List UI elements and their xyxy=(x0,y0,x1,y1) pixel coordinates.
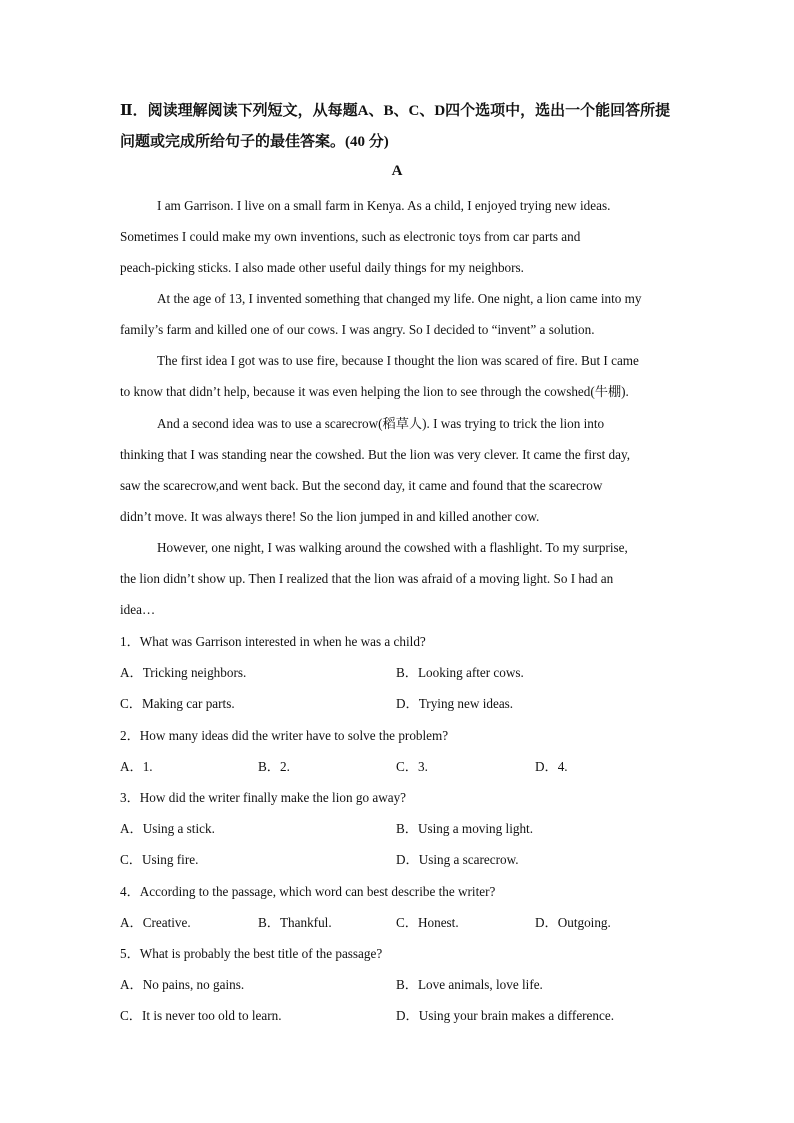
option-c: C．Honest. xyxy=(396,915,459,930)
passage-line: idea… xyxy=(120,602,156,617)
passage-line: peach-picking sticks. I also made other useful daily things for my neighbors. xyxy=(120,260,524,275)
passage-line: However, one night, I was walking around the cowshed with a flashlight. To my surprise, xyxy=(157,540,628,555)
passage-label: A xyxy=(391,163,403,179)
option-b: B．Thankful. xyxy=(258,915,332,930)
passage-line: the lion didn’t show up. Then I realized that the lion was afraid of a moving light. So I had an xyxy=(120,571,614,586)
section-heading: Ⅱ．阅读理解阅读下列短文，从每题A、B、C、D四个选项中，选出一个能回答所提问题或完成所给句子的最佳答案。(40 分) xyxy=(120,103,671,150)
option-a: A．1. xyxy=(120,759,153,774)
option-d: D．4. xyxy=(535,759,568,774)
option-a: A．Using a stick. xyxy=(120,821,215,836)
passage-line: family’s farm and killed one of our cows. I was angry. So I decided to “invent” a solution. xyxy=(120,322,595,337)
option-b: B．Using a moving light. xyxy=(396,821,534,836)
passage-line: At the age of 13, I invented something that changed my life. One night, a lion came into my xyxy=(157,291,642,306)
question-stem: 5．What is probably the best title of the passage? xyxy=(120,946,383,961)
option-a: A．Creative. xyxy=(120,915,191,930)
option-c: C．Using fire. xyxy=(120,852,199,867)
passage-line: to know that didn’t help, because it was even helping the lion to see through the cowshed(牛棚). xyxy=(120,384,629,399)
question-stem: 1．What was Garrison interested in when he was a child? xyxy=(120,634,426,649)
question-stem: 4．According to the passage, which word can best describe the writer? xyxy=(120,884,496,899)
option-b: B．2. xyxy=(258,759,290,774)
passage-line: The first idea I got was to use fire, because I thought the lion was scared of fire. But I came xyxy=(157,353,639,368)
option-d: D．Trying new ideas. xyxy=(396,696,514,711)
passage-line: And a second idea was to use a scarecrow(稻草人). I was trying to trick the lion into xyxy=(157,416,605,431)
option-b: B．Looking after cows. xyxy=(396,665,524,680)
option-d: D．Outgoing. xyxy=(535,915,611,930)
option-a: A．No pains, no gains. xyxy=(120,977,245,992)
option-a: A．Tricking neighbors. xyxy=(120,665,247,680)
option-c: C．Making car parts. xyxy=(120,696,235,711)
passage-line: Sometimes I could make my own inventions, such as electronic toys from car parts and xyxy=(120,229,581,244)
passage-line: thinking that I was standing near the cowshed. But the lion was very clever. It came the first day, xyxy=(120,447,631,462)
passage-line: saw the scarecrow,and went back. But the second day, it came and found that the scarecrow xyxy=(120,478,603,493)
option-b: B．Love animals, love life. xyxy=(396,977,543,992)
question-stem: 2．How many ideas did the writer have to solve the problem? xyxy=(120,728,449,743)
question-stem: 3．How did the writer finally make the lion go away? xyxy=(120,790,407,805)
passage-line: I am Garrison. I live on a small farm in Kenya. As a child, I enjoyed trying new ideas. xyxy=(157,198,611,213)
passage-line: didn’t move. It was always there! So the lion jumped in and killed another cow. xyxy=(120,509,540,524)
option-c: C．It is never too old to learn. xyxy=(120,1008,282,1023)
option-c: C．3. xyxy=(396,759,428,774)
option-d: D．Using your brain makes a difference. xyxy=(396,1008,615,1023)
option-d: D．Using a scarecrow. xyxy=(396,852,519,867)
